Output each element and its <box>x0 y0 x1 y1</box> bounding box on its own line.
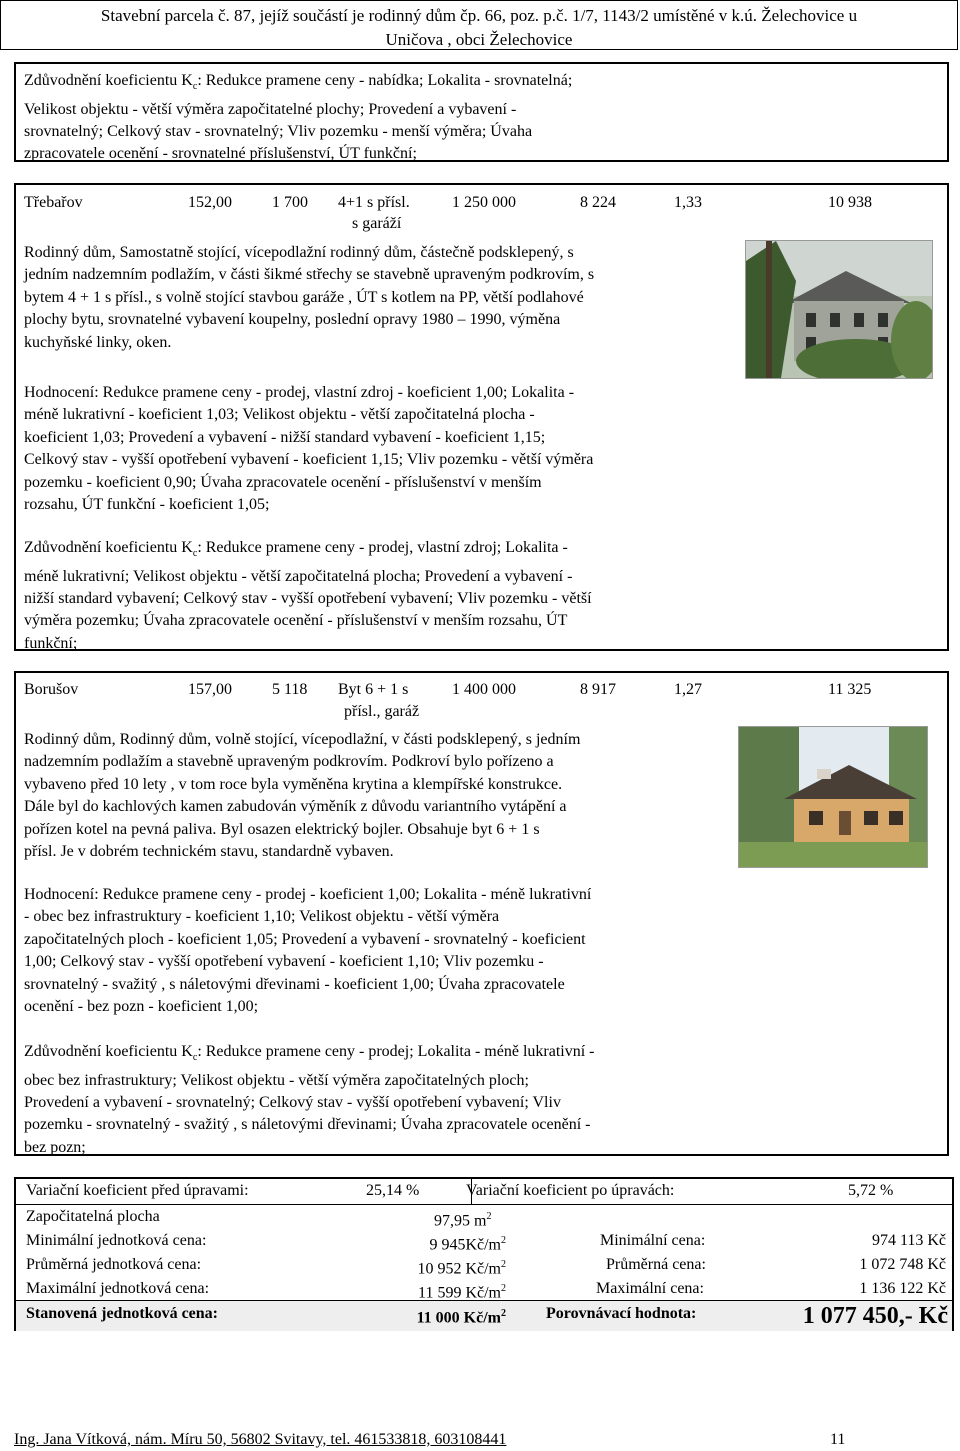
var-before-label: Variační koeficient před úpravami: <box>26 1182 249 1199</box>
text-line: plochy bytu, srovnatelné vybavení koupelny, poslední opravy 1980 – 1990, výměna <box>24 311 561 329</box>
var-after-label: Variační koeficient po úpravách: <box>466 1182 675 1199</box>
avg-label: Průměrná cena: <box>606 1256 706 1273</box>
text-line: rozsahu, ÚT funkční - koeficient 1,05; <box>24 496 270 514</box>
description-trebarov <box>24 242 594 354</box>
text-line: obec bez infrastruktury; Velikost objektu - větší výměra započitatelných ploch; <box>24 1071 529 1089</box>
avg-value: 1 072 748 Kč <box>859 1256 946 1273</box>
text-line: srovnatelný; Celkový stav - srovnatelný; Vliv pozemku - menší výměra; Úvaha <box>24 123 533 140</box>
row-adjusted: 11 325 <box>828 681 872 698</box>
row-layout: 4+1 s přísl. <box>338 194 410 211</box>
area-value: 97,95 $m^2$ <box>434 1211 492 1230</box>
row-price: 1 250 000 <box>452 194 516 211</box>
text-line: Dále byl do kachlových kamen zabudován výměník z důvodu variantního vytápění a <box>24 798 567 816</box>
text-line: Zdůvodnění koeficientu $K_c$: Redukce pramene ceny - nabídka; Lokalita - srovnatelná; <box>24 72 573 93</box>
row-price: 1 400 000 <box>452 681 516 698</box>
summary-table <box>14 1177 954 1331</box>
row-adjusted: 10 938 <box>828 194 872 211</box>
description-borusov <box>24 729 580 863</box>
min-label: Minimální cena: <box>600 1232 706 1249</box>
text-line: zpracovatele ocenění - srovnatelné příslušenství, ÚT funkční; <box>24 145 417 163</box>
row-layout: Byt 6 + 1 s <box>338 681 409 698</box>
text-line: započitatelných ploch - koeficient 1,05; Provedení a vybavení - srovnatelný - koeficient <box>24 930 586 948</box>
row-area: 157,00 <box>188 681 232 698</box>
row-plot: 1 700 <box>272 194 308 211</box>
text-line: 1,00; Celkový stav - vyšší opotřebení vybavení - koeficient 1,10; Vliv pozemku - <box>24 953 544 971</box>
max-label: Maximální cena: <box>596 1280 704 1297</box>
text-line: koeficient 1,03; Provedení a vybavení - nižší standard vybavení - koeficient 1,15; <box>24 428 546 446</box>
set-unit-value: 11 000 $Kč/m^2$ <box>416 1308 506 1327</box>
house-photo-borusov <box>738 726 928 868</box>
text-line: méně lukrativní; Velikost objektu - větší započitatelná plocha; Provedení a vybavení - <box>24 567 573 585</box>
text-line: méně lukrativní - koeficient 1,03; Velikost objektu - větší započitatelná plocha - <box>24 406 535 424</box>
avg-unit-label: Průměrná jednotková cena: <box>26 1256 202 1273</box>
var-after-value: 5,72 % <box>848 1182 894 1199</box>
justification-borusov <box>24 1041 595 1159</box>
header-line-2: Uničova , obci Želechovice <box>385 30 573 49</box>
text-line: srovnatelný - svažitý , s náletovými dřevinami - koeficient 1,00; Úvaha zpracovatele <box>24 975 565 993</box>
row-layout-2: s garáží <box>352 215 402 232</box>
text-line: kuchyňské linky, oken. <box>24 333 172 351</box>
text-line: Hodnocení: Redukce pramene ceny - prodej, vlastní zdroj - koeficient 1,00; Lokalita - <box>24 384 575 401</box>
text-line: ocenění - bez pozn - koeficient 1,00; <box>24 998 259 1016</box>
max-unit-value: 11 599 $Kč/m^2$ <box>418 1283 506 1302</box>
text-line: pořízen kotel na pevná paliva. Byl osazen elektrický bojler. Obsahuje byt 6 + 1 s <box>24 820 540 838</box>
var-before-value: 25,14 % <box>366 1182 420 1199</box>
min-value: 974 113 Kč <box>871 1232 946 1249</box>
row-coef: 1,33 <box>674 194 702 211</box>
text-line: nadzemním podlažím a stavebně upraveným podkrovím. Podkroví bylo pořízeno a <box>24 753 554 771</box>
compare-label: Porovnávací hodnota: <box>546 1305 697 1322</box>
min-unit-label: Minimální jednotková cena: <box>26 1232 207 1249</box>
row-unit-price: 8 224 <box>580 194 616 211</box>
page-footer <box>14 1429 506 1451</box>
max-unit-label: Maximální jednotková cena: <box>26 1280 210 1297</box>
text-line: pozemku - koeficient 0,90; Úvaha zpracovatele ocenění - příslušenství v menším <box>24 473 542 491</box>
text-line: Zdůvodnění koeficientu $K_c$: Redukce pramene ceny - prodej; Lokalita - méně lukrativní - <box>24 1043 595 1064</box>
page-number: 11 <box>830 1431 846 1448</box>
row-area: 152,00 <box>188 194 232 211</box>
row-plot: 5 118 <box>272 681 308 698</box>
justification-trebarov <box>24 537 592 655</box>
text-line: pozemku - srovnatelný - svažitý , s náletovými dřevinami; Úvaha zpracovatele ocenění - <box>24 1116 591 1134</box>
text-line: bytem 4 + 1 s přísl., s volně stojící stavbou garáže , ÚT s kotlem na PP, větší podlahové <box>24 288 584 306</box>
text-line: vybaveno před 10 lety , v tom roce byla vyměněna krytina a klempířské konstrukce. <box>24 775 563 793</box>
min-unit-value: 9 $945Kč/m^2$ <box>429 1235 506 1254</box>
max-value: 1 136 122 Kč <box>859 1280 946 1297</box>
text-line: - obec bez infrastruktury - koeficient 1,10; Velikost objektu - větší výměra <box>24 908 500 926</box>
row-coef: 1,27 <box>674 681 702 698</box>
house-photo-borusov-image <box>739 727 927 867</box>
text-line: Zdůvodnění koeficientu $K_c$: Redukce pramene ceny - prodej, vlastní zdroj; Lokalita - <box>24 539 568 560</box>
text-line: přísl. Je v dobrém technickém stavu, standardně vybaven. <box>24 843 394 861</box>
text-line: funkční; <box>24 634 78 652</box>
set-unit-label: Stanovená jednotková cena: <box>26 1305 219 1322</box>
row-name: Třebařov <box>24 194 83 211</box>
document-header <box>0 0 958 50</box>
text-line: Velikost objektu - větší výměra započitatelné plochy; Provedení a vybavení - <box>24 100 517 118</box>
justification-previous <box>24 70 572 166</box>
house-photo-trebarov-image <box>746 241 932 378</box>
text-line: Provedení a vybavení - srovnatelný; Celkový stav - vyšší opotřebení vybavení; Vliv <box>24 1094 561 1111</box>
text-line: výměra pozemku; Úvaha zpracovatele ocenění - příslušenství v menším rozsahu, ÚT <box>24 612 568 630</box>
row-name: Borušov <box>24 681 79 698</box>
text-line: nižší standard vybavení; Celkový stav - vyšší opotřebení vybavení; Vliv pozemku - větší <box>24 590 592 607</box>
avg-unit-value: 10 952 $Kč/m^2$ <box>417 1259 506 1278</box>
header-line-1: Stavební parcela č. 87, jejíž součástí je rodinný dům čp. 66, poz. p.č. 1/7, 1143/2 umístěné v k.ú. Želechovice u <box>100 6 858 25</box>
text-line: jedním nadzemním podlažím, v části šikmé střechy se stavebně upraveným podkrovím, s <box>24 266 595 284</box>
area-label: Započitatelná plocha <box>26 1208 160 1225</box>
text-line: Hodnocení: Redukce pramene ceny - prodej - koeficient 1,00; Lokalita - méně lukrativní <box>24 886 592 903</box>
house-photo-trebarov <box>745 240 933 379</box>
text-line: Rodinný dům, Rodinný dům, volně stojící, vícepodlažní, v části podsklepený, s jedním <box>24 731 581 748</box>
evaluation-borusov <box>24 884 591 1018</box>
text-line: bez pozn; <box>24 1138 86 1156</box>
text-line: Rodinný dům, Samostatně stojící, vícepodlažní rodinný dům, částečně podsklepený, s <box>24 244 574 261</box>
author-contact: Ing. Jana Vítková, nám. Míru 50, 56802 Svitavy, tel. 461533818, 603108441 <box>14 1431 507 1448</box>
evaluation-trebarov <box>24 382 593 516</box>
row-layout-2: přísl., garáž <box>344 703 420 720</box>
compare-value: 1 077 450,- Kč <box>802 1303 948 1329</box>
text-line: Celkový stav - vyšší opotřebení vybavení - koeficient 1,15; Vliv pozemku - větší výměra <box>24 451 594 469</box>
row-unit-price: 8 917 <box>580 681 616 698</box>
